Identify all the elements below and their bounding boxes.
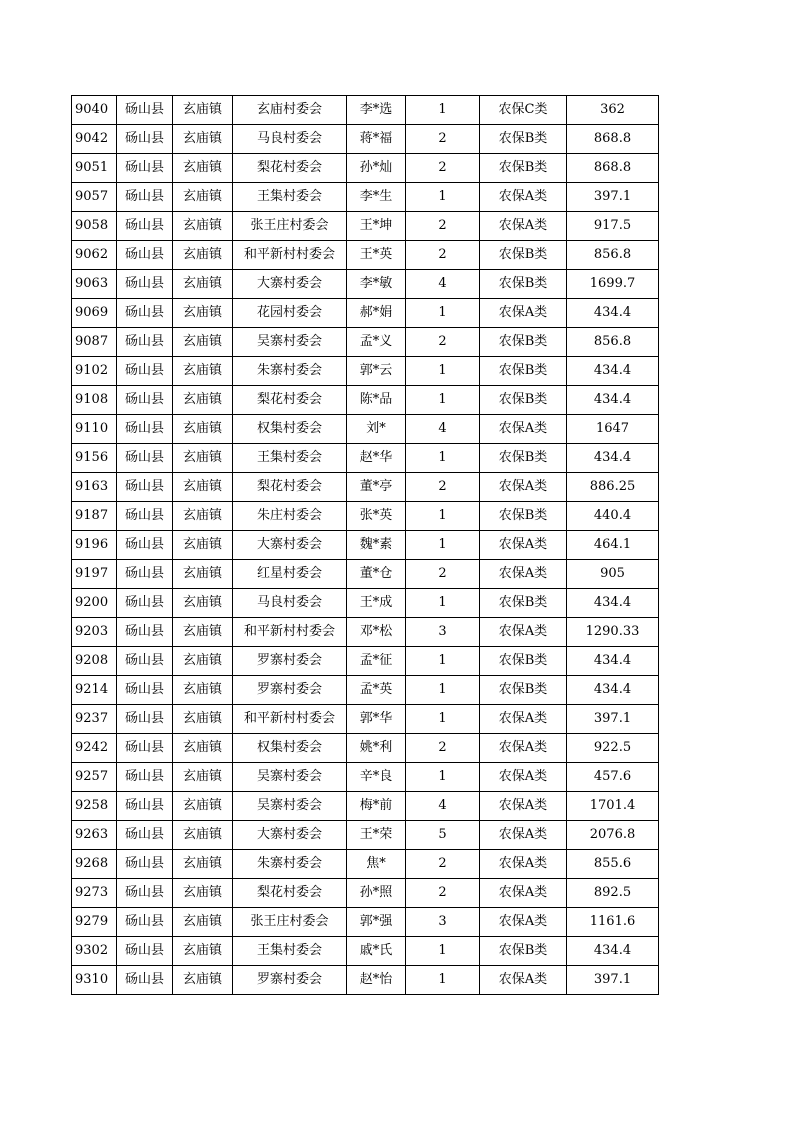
county-cell: 砀山县 (117, 299, 173, 328)
insurance-category-cell: 农保B类 (480, 154, 567, 183)
village-committee-cell: 大寨村委会 (233, 270, 347, 299)
town-cell: 玄庙镇 (173, 415, 233, 444)
record-id-cell: 9268 (72, 850, 117, 879)
town-cell: 玄庙镇 (173, 96, 233, 125)
person-name-cell: 魏*素 (347, 531, 406, 560)
county-cell: 砀山县 (117, 792, 173, 821)
record-id-cell: 9057 (72, 183, 117, 212)
record-id-cell: 9208 (72, 647, 117, 676)
table-row (72, 589, 659, 618)
amount-cell: 1699.7 (567, 270, 659, 299)
town-cell: 玄庙镇 (173, 502, 233, 531)
insurance-category-cell: 农保B类 (480, 676, 567, 705)
county-cell: 砀山县 (117, 966, 173, 995)
person-name-cell: 戚*氏 (347, 937, 406, 966)
amount-cell: 886.25 (567, 473, 659, 502)
village-committee-cell: 权集村委会 (233, 734, 347, 763)
town-cell: 玄庙镇 (173, 705, 233, 734)
insurance-category-cell: 农保B类 (480, 937, 567, 966)
record-id-cell: 9214 (72, 676, 117, 705)
record-id-cell: 9163 (72, 473, 117, 502)
person-name-cell: 郝*娟 (347, 299, 406, 328)
household-count-cell: 4 (406, 415, 480, 444)
household-count-cell: 3 (406, 618, 480, 647)
insurance-category-cell: 农保A类 (480, 705, 567, 734)
amount-cell: 464.1 (567, 531, 659, 560)
table-row (72, 531, 659, 560)
amount-cell: 922.5 (567, 734, 659, 763)
record-id-cell: 9273 (72, 879, 117, 908)
person-name-cell: 李*生 (347, 183, 406, 212)
table-row (72, 386, 659, 415)
insurance-category-cell: 农保B类 (480, 589, 567, 618)
county-cell: 砀山县 (117, 415, 173, 444)
insurance-category-cell: 农保A类 (480, 734, 567, 763)
table-row (72, 850, 659, 879)
insurance-category-cell: 农保A类 (480, 879, 567, 908)
person-name-cell: 张*英 (347, 502, 406, 531)
town-cell: 玄庙镇 (173, 386, 233, 415)
town-cell: 玄庙镇 (173, 270, 233, 299)
amount-cell: 434.4 (567, 676, 659, 705)
record-id-cell: 9257 (72, 763, 117, 792)
county-cell: 砀山县 (117, 647, 173, 676)
village-committee-cell: 和平新村村委会 (233, 705, 347, 734)
table-row (72, 560, 659, 589)
village-committee-cell: 吴寨村委会 (233, 328, 347, 357)
amount-cell: 1647 (567, 415, 659, 444)
table-row (72, 879, 659, 908)
amount-cell: 434.4 (567, 357, 659, 386)
record-id-cell: 9302 (72, 937, 117, 966)
town-cell: 玄庙镇 (173, 908, 233, 937)
insurance-category-cell: 农保A类 (480, 212, 567, 241)
amount-cell: 397.1 (567, 966, 659, 995)
record-id-cell: 9110 (72, 415, 117, 444)
village-committee-cell: 梨花村委会 (233, 386, 347, 415)
insurance-category-cell: 农保A类 (480, 850, 567, 879)
amount-cell: 434.4 (567, 444, 659, 473)
village-committee-cell: 权集村委会 (233, 415, 347, 444)
record-id-cell: 9187 (72, 502, 117, 531)
town-cell: 玄庙镇 (173, 966, 233, 995)
household-count-cell: 2 (406, 879, 480, 908)
town-cell: 玄庙镇 (173, 734, 233, 763)
table-row (72, 212, 659, 241)
table-row (72, 96, 659, 125)
table-row (72, 792, 659, 821)
household-count-cell: 2 (406, 734, 480, 763)
table-row (72, 647, 659, 676)
record-id-cell: 9063 (72, 270, 117, 299)
record-id-cell: 9042 (72, 125, 117, 154)
person-name-cell: 李*选 (347, 96, 406, 125)
county-cell: 砀山县 (117, 328, 173, 357)
village-committee-cell: 朱寨村委会 (233, 357, 347, 386)
household-count-cell: 2 (406, 328, 480, 357)
household-count-cell: 1 (406, 705, 480, 734)
table-row (72, 415, 659, 444)
county-cell: 砀山县 (117, 705, 173, 734)
insurance-category-cell: 农保B类 (480, 328, 567, 357)
household-count-cell: 1 (406, 299, 480, 328)
record-id-cell: 9200 (72, 589, 117, 618)
household-count-cell: 1 (406, 357, 480, 386)
amount-cell: 856.8 (567, 241, 659, 270)
town-cell: 玄庙镇 (173, 444, 233, 473)
insurance-category-cell: 农保A类 (480, 618, 567, 647)
person-name-cell: 孟*征 (347, 647, 406, 676)
table-row (72, 299, 659, 328)
amount-cell: 1290.33 (567, 618, 659, 647)
town-cell: 玄庙镇 (173, 357, 233, 386)
insurance-category-cell: 农保A类 (480, 299, 567, 328)
village-committee-cell: 梨花村委会 (233, 473, 347, 502)
record-id-cell: 9203 (72, 618, 117, 647)
amount-cell: 434.4 (567, 589, 659, 618)
town-cell: 玄庙镇 (173, 299, 233, 328)
town-cell: 玄庙镇 (173, 125, 233, 154)
county-cell: 砀山县 (117, 125, 173, 154)
village-committee-cell: 吴寨村委会 (233, 763, 347, 792)
person-name-cell: 董*仓 (347, 560, 406, 589)
insurance-category-cell: 农保A类 (480, 183, 567, 212)
amount-cell: 440.4 (567, 502, 659, 531)
person-name-cell: 焦* (347, 850, 406, 879)
person-name-cell: 王*荣 (347, 821, 406, 850)
household-count-cell: 1 (406, 531, 480, 560)
household-count-cell: 1 (406, 96, 480, 125)
county-cell: 砀山县 (117, 908, 173, 937)
village-committee-cell: 花园村委会 (233, 299, 347, 328)
county-cell: 砀山县 (117, 618, 173, 647)
household-count-cell: 1 (406, 444, 480, 473)
village-committee-cell: 大寨村委会 (233, 821, 347, 850)
household-count-cell: 1 (406, 502, 480, 531)
household-count-cell: 2 (406, 212, 480, 241)
amount-cell: 1701.4 (567, 792, 659, 821)
insurance-category-cell: 农保B类 (480, 647, 567, 676)
record-id-cell: 9069 (72, 299, 117, 328)
village-committee-cell: 和平新村村委会 (233, 241, 347, 270)
county-cell: 砀山县 (117, 560, 173, 589)
record-id-cell: 9242 (72, 734, 117, 763)
village-committee-cell: 吴寨村委会 (233, 792, 347, 821)
person-name-cell: 陈*品 (347, 386, 406, 415)
town-cell: 玄庙镇 (173, 879, 233, 908)
table-row (72, 270, 659, 299)
person-name-cell: 梅*前 (347, 792, 406, 821)
record-id-cell: 9156 (72, 444, 117, 473)
county-cell: 砀山县 (117, 589, 173, 618)
town-cell: 玄庙镇 (173, 821, 233, 850)
county-cell: 砀山县 (117, 212, 173, 241)
household-count-cell: 4 (406, 270, 480, 299)
town-cell: 玄庙镇 (173, 183, 233, 212)
record-id-cell: 9062 (72, 241, 117, 270)
person-name-cell: 王*成 (347, 589, 406, 618)
insurance-category-cell: 农保A类 (480, 473, 567, 502)
record-id-cell: 9102 (72, 357, 117, 386)
insurance-category-cell: 农保A类 (480, 763, 567, 792)
county-cell: 砀山县 (117, 763, 173, 792)
village-committee-cell: 张王庄村委会 (233, 212, 347, 241)
amount-cell: 362 (567, 96, 659, 125)
insurance-category-cell: 农保B类 (480, 502, 567, 531)
village-committee-cell: 马良村委会 (233, 589, 347, 618)
table-row (72, 241, 659, 270)
amount-cell: 917.5 (567, 212, 659, 241)
village-committee-cell: 大寨村委会 (233, 531, 347, 560)
household-count-cell: 1 (406, 966, 480, 995)
insurance-category-cell: 农保A类 (480, 531, 567, 560)
table-row (72, 937, 659, 966)
town-cell: 玄庙镇 (173, 618, 233, 647)
person-name-cell: 郭*云 (347, 357, 406, 386)
town-cell: 玄庙镇 (173, 589, 233, 618)
village-committee-cell: 罗寨村委会 (233, 966, 347, 995)
county-cell: 砀山县 (117, 444, 173, 473)
county-cell: 砀山县 (117, 734, 173, 763)
village-committee-cell: 王集村委会 (233, 937, 347, 966)
household-count-cell: 2 (406, 560, 480, 589)
village-committee-cell: 梨花村委会 (233, 154, 347, 183)
person-name-cell: 邓*松 (347, 618, 406, 647)
person-name-cell: 刘* (347, 415, 406, 444)
person-name-cell: 郭*强 (347, 908, 406, 937)
household-count-cell: 1 (406, 589, 480, 618)
village-committee-cell: 玄庙村委会 (233, 96, 347, 125)
county-cell: 砀山县 (117, 502, 173, 531)
record-id-cell: 9087 (72, 328, 117, 357)
amount-cell: 905 (567, 560, 659, 589)
table-row (72, 618, 659, 647)
record-id-cell: 9040 (72, 96, 117, 125)
county-cell: 砀山县 (117, 183, 173, 212)
record-id-cell: 9263 (72, 821, 117, 850)
table-row (72, 763, 659, 792)
village-committee-cell: 朱寨村委会 (233, 850, 347, 879)
amount-cell: 397.1 (567, 183, 659, 212)
insurance-category-cell: 农保B类 (480, 270, 567, 299)
table-row (72, 154, 659, 183)
insurance-category-cell: 农保B类 (480, 444, 567, 473)
household-count-cell: 2 (406, 241, 480, 270)
person-name-cell: 孙*灿 (347, 154, 406, 183)
table-row (72, 705, 659, 734)
county-cell: 砀山县 (117, 270, 173, 299)
record-id-cell: 9196 (72, 531, 117, 560)
household-count-cell: 3 (406, 908, 480, 937)
person-name-cell: 孙*照 (347, 879, 406, 908)
amount-cell: 856.8 (567, 328, 659, 357)
insurance-category-cell: 农保A类 (480, 560, 567, 589)
data-table (71, 95, 659, 995)
record-id-cell: 9051 (72, 154, 117, 183)
amount-cell: 855.6 (567, 850, 659, 879)
town-cell: 玄庙镇 (173, 676, 233, 705)
village-committee-cell: 王集村委会 (233, 183, 347, 212)
amount-cell: 434.4 (567, 647, 659, 676)
table-row (72, 125, 659, 154)
household-count-cell: 1 (406, 647, 480, 676)
household-count-cell: 1 (406, 676, 480, 705)
table-row (72, 908, 659, 937)
insurance-category-cell: 农保A类 (480, 966, 567, 995)
town-cell: 玄庙镇 (173, 792, 233, 821)
table-row (72, 183, 659, 212)
table-row (72, 502, 659, 531)
record-id-cell: 9237 (72, 705, 117, 734)
record-id-cell: 9197 (72, 560, 117, 589)
county-cell: 砀山县 (117, 96, 173, 125)
person-name-cell: 王*坤 (347, 212, 406, 241)
table-row (72, 444, 659, 473)
person-name-cell: 赵*怡 (347, 966, 406, 995)
person-name-cell: 赵*华 (347, 444, 406, 473)
county-cell: 砀山县 (117, 676, 173, 705)
county-cell: 砀山县 (117, 357, 173, 386)
town-cell: 玄庙镇 (173, 328, 233, 357)
insurance-category-cell: 农保A类 (480, 821, 567, 850)
household-count-cell: 1 (406, 183, 480, 212)
village-committee-cell: 王集村委会 (233, 444, 347, 473)
town-cell: 玄庙镇 (173, 763, 233, 792)
record-id-cell: 9258 (72, 792, 117, 821)
village-committee-cell: 罗寨村委会 (233, 676, 347, 705)
insurance-category-cell: 农保A类 (480, 415, 567, 444)
town-cell: 玄庙镇 (173, 647, 233, 676)
insurance-category-cell: 农保C类 (480, 96, 567, 125)
village-committee-cell: 张王庄村委会 (233, 908, 347, 937)
insurance-category-cell: 农保A类 (480, 908, 567, 937)
amount-cell: 434.4 (567, 386, 659, 415)
amount-cell: 457.6 (567, 763, 659, 792)
insurance-category-cell: 农保A类 (480, 792, 567, 821)
household-count-cell: 2 (406, 473, 480, 502)
person-name-cell: 董*亭 (347, 473, 406, 502)
person-name-cell: 郭*华 (347, 705, 406, 734)
county-cell: 砀山县 (117, 531, 173, 560)
table-row (72, 328, 659, 357)
person-name-cell: 孟*义 (347, 328, 406, 357)
town-cell: 玄庙镇 (173, 560, 233, 589)
town-cell: 玄庙镇 (173, 531, 233, 560)
person-name-cell: 孟*英 (347, 676, 406, 705)
table-row (72, 966, 659, 995)
village-committee-cell: 红星村委会 (233, 560, 347, 589)
table-row (72, 821, 659, 850)
amount-cell: 434.4 (567, 937, 659, 966)
amount-cell: 2076.8 (567, 821, 659, 850)
county-cell: 砀山县 (117, 154, 173, 183)
table-row (72, 357, 659, 386)
town-cell: 玄庙镇 (173, 241, 233, 270)
insurance-category-cell: 农保B类 (480, 241, 567, 270)
village-committee-cell: 罗寨村委会 (233, 647, 347, 676)
amount-cell: 397.1 (567, 705, 659, 734)
person-name-cell: 王*英 (347, 241, 406, 270)
town-cell: 玄庙镇 (173, 937, 233, 966)
table-body (72, 96, 659, 995)
village-committee-cell: 马良村委会 (233, 125, 347, 154)
record-id-cell: 9279 (72, 908, 117, 937)
village-committee-cell: 朱庄村委会 (233, 502, 347, 531)
record-id-cell: 9058 (72, 212, 117, 241)
town-cell: 玄庙镇 (173, 473, 233, 502)
village-committee-cell: 和平新村村委会 (233, 618, 347, 647)
person-name-cell: 辛*良 (347, 763, 406, 792)
county-cell: 砀山县 (117, 937, 173, 966)
person-name-cell: 姚*利 (347, 734, 406, 763)
household-count-cell: 5 (406, 821, 480, 850)
village-committee-cell: 梨花村委会 (233, 879, 347, 908)
person-name-cell: 蒋*福 (347, 125, 406, 154)
county-cell: 砀山县 (117, 473, 173, 502)
insurance-category-cell: 农保B类 (480, 357, 567, 386)
household-count-cell: 4 (406, 792, 480, 821)
table-row (72, 473, 659, 502)
insurance-category-cell: 农保B类 (480, 125, 567, 154)
record-id-cell: 9310 (72, 966, 117, 995)
town-cell: 玄庙镇 (173, 850, 233, 879)
amount-cell: 868.8 (567, 125, 659, 154)
insurance-category-cell: 农保B类 (480, 386, 567, 415)
amount-cell: 1161.6 (567, 908, 659, 937)
table-row (72, 676, 659, 705)
town-cell: 玄庙镇 (173, 212, 233, 241)
county-cell: 砀山县 (117, 850, 173, 879)
county-cell: 砀山县 (117, 386, 173, 415)
household-count-cell: 1 (406, 386, 480, 415)
amount-cell: 434.4 (567, 299, 659, 328)
household-count-cell: 2 (406, 125, 480, 154)
county-cell: 砀山县 (117, 879, 173, 908)
table-row (72, 734, 659, 763)
county-cell: 砀山县 (117, 241, 173, 270)
amount-cell: 868.8 (567, 154, 659, 183)
person-name-cell: 李*敏 (347, 270, 406, 299)
record-id-cell: 9108 (72, 386, 117, 415)
household-count-cell: 2 (406, 154, 480, 183)
household-count-cell: 2 (406, 850, 480, 879)
county-cell: 砀山县 (117, 821, 173, 850)
household-count-cell: 1 (406, 763, 480, 792)
town-cell: 玄庙镇 (173, 154, 233, 183)
amount-cell: 892.5 (567, 879, 659, 908)
household-count-cell: 1 (406, 937, 480, 966)
